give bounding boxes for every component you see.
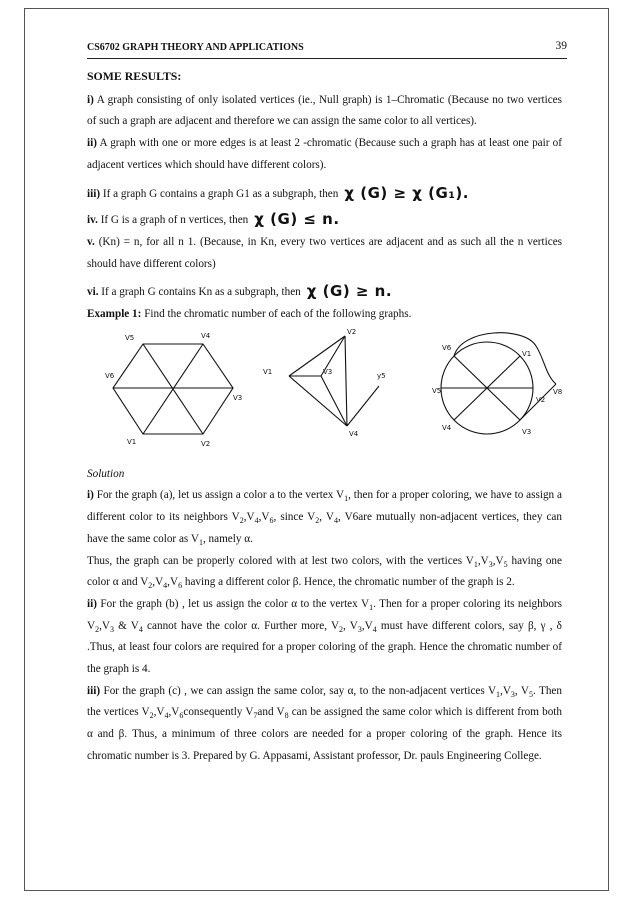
course-title: CS6702 GRAPH THEORY AND APPLICATIONS — [87, 42, 304, 53]
result-5: v. (Kn) = n, for all n 1. (Because, in Kn, every two vertices are adjacent and as such all the n vertices should have different colors) — [87, 235, 563, 270]
graph-b-label: V4 — [349, 429, 359, 438]
graph-a — [105, 326, 245, 451]
graph-a-label: V4 — [201, 331, 211, 340]
formula-subgraph: χ (G) ≥ χ (G₁). — [344, 183, 469, 202]
graph-a-label: V3 — [233, 393, 243, 402]
formula-kn: χ (G) ≥ n. — [306, 282, 393, 301]
graph-c-label: V4 — [442, 423, 452, 432]
result-4: iv. If G is a graph of n vertices, then χ (G) ≤ n. — [87, 210, 340, 229]
graph-a-label: V5 — [125, 333, 135, 342]
section-heading: SOME RESULTS: — [87, 69, 182, 83]
graph-b-label: y5 — [377, 371, 386, 380]
solution-paragraph: iii) For the graph (c) , we can assign the same color, say α, to the non-adjacent vertices $V_1,V_3$, $V_5$. Then the vertices $V_2,V_4,V_6consequently$ $V_7and$ $V_8$ can be assigned the same color which is different from both α and β. Thus, a minimum of three colors are needed for a proper coloring of the graph. Hence its chromatic number is 3. Prepared by G. Appasami, Assistant professor, Dr. pauls Engineering College. — [87, 684, 562, 762]
graph-c-label: V8 — [553, 387, 562, 396]
graph-a-label: V1 — [127, 437, 137, 446]
graph-a-label: V2 — [201, 439, 211, 448]
solution-paragraph: i) For the graph (a), let us assign a color a to the vertex $V_1$, then for a proper coloring, we have to assign a different color to its neighbors $V_2,V_4,V_6$, since $V_2$, $V_4$, V6are mutually non-adjacent vertices, they can have the same color as $V_1$, namely α. — [87, 489, 562, 548]
graph-c-label: V1 — [522, 349, 532, 358]
example-1: Example 1: Find the chromatic number of each of the following graphs. — [87, 308, 412, 321]
result-3: iii) If a graph G contains a graph G1 as a subgraph, then χ (G) ≥ χ (G₁). — [87, 183, 469, 202]
graph-c-label: V2 — [536, 395, 546, 404]
solution-paragraph: Thus, the graph can be properly colored with at lest two colors, with the vertices $V_1,V_3,V_5$ having one color α and $V_2,V_4,V_6$ having a different color β. Hence, the chromatic number of the graph is 2. — [87, 554, 562, 591]
graph-a-label: V6 — [105, 371, 115, 380]
graph-b-label: V1 — [263, 367, 273, 376]
graph-b-label: V3 — [323, 367, 333, 376]
graph-c — [432, 326, 562, 461]
graph-b — [263, 326, 393, 461]
solution-paragraph: ii) For the graph (b) , let us assign the color α to the vertex $V_1$. Then for a proper coloring its neighbors $V_2,V_3$ & $V_4$ cannot have the color α. Further more, $V_2$, $V_3,V_4$ must have different colors, say β, γ , δ .Thus, at least four colors are required for a proper coloring of the graph. Hence the chromatic number of the graph is 4. — [87, 597, 563, 676]
formula-vertices: χ (G) ≤ n. — [254, 210, 340, 229]
graph-c-label: V6 — [442, 343, 452, 352]
graph-b-label: V2 — [347, 327, 357, 336]
running-header — [87, 42, 567, 59]
result-1: i) A graph consisting of only isolated vertices (ie., Null graph) is 1–Chromatic (Because no two vertices of such a graph are adjacent and therefore we can assign the same color to all vertices). — [87, 93, 562, 128]
result-2: ii) A graph with one or more edges is at least 2 -chromatic (Because such a graph has at least one pair of adjacent vertices which should have different colors). — [87, 137, 562, 171]
solution-label: Solution — [87, 467, 125, 480]
page-body — [87, 66, 562, 768]
example-graphs — [87, 326, 562, 464]
graph-c-label: V5 — [432, 386, 442, 395]
page-number: 39 — [555, 40, 567, 52]
graph-c-label: V3 — [522, 427, 532, 436]
result-6: vi. If a graph G contains Kn as a subgraph, then χ (G) ≥ n. — [87, 282, 393, 301]
